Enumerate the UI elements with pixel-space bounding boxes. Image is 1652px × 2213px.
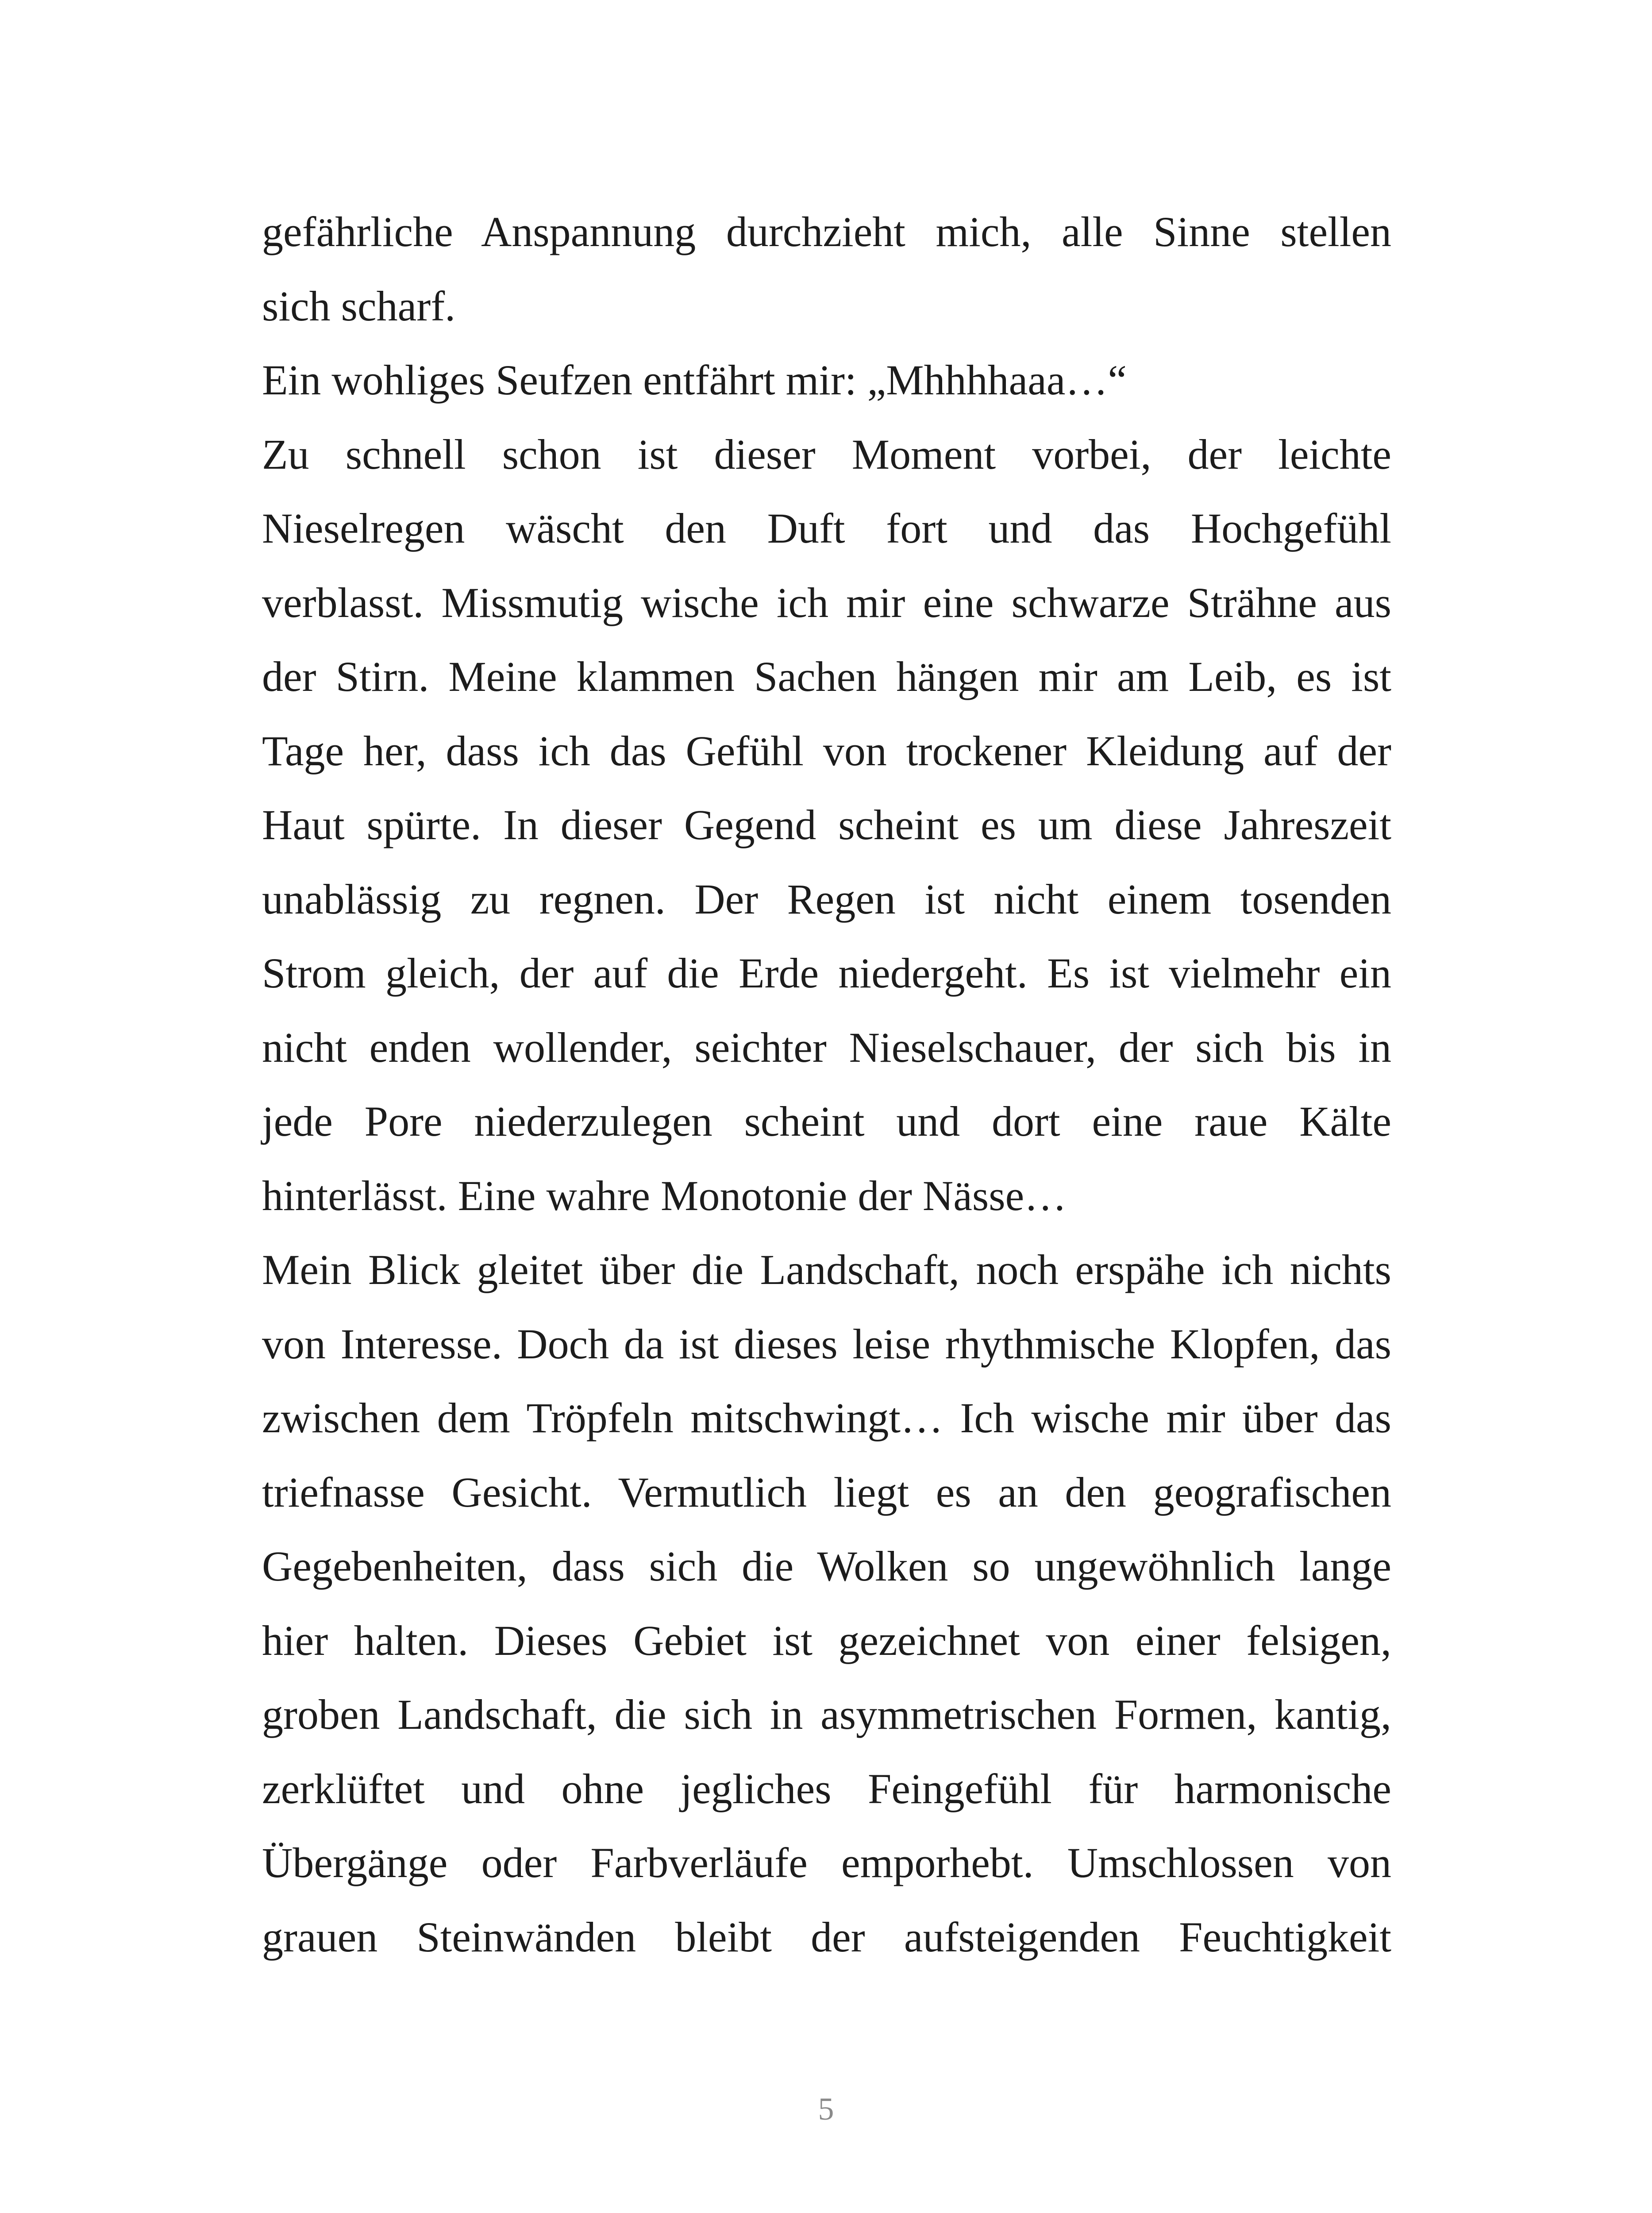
page-number: 5 bbox=[818, 2091, 834, 2127]
text-line: Haut spürte. In dieser Gegend scheint es um diese Jahreszeit bbox=[262, 801, 1391, 848]
text-line: zwischen dem Tröpfeln mitschwingt… Ich wische mir über das bbox=[262, 1394, 1391, 1442]
text-line: Mein Blick gleitet über die Landschaft, noch erspähe ich nichts bbox=[262, 1246, 1391, 1293]
text-line: Strom gleich, der auf die Erde niedergeht. Es ist vielmehr ein bbox=[262, 949, 1391, 997]
text-line: Nieselregen wäscht den Duft fort und das Hochgefühl bbox=[262, 505, 1391, 552]
text-line: gefährliche Anspannung durchzieht mich, alle Sinne stellen bbox=[262, 208, 1391, 255]
text-line: grauen Steinwänden bleibt der aufsteigenden Feuchtigkeit bbox=[262, 1913, 1391, 1961]
text-line: hinterlässt. Eine wahre Monotonie der Nässe… bbox=[262, 1172, 1067, 1219]
text-line: jede Pore niederzulegen scheint und dort eine raue Kälte bbox=[262, 1098, 1391, 1145]
text-line: verblasst. Missmutig wische ich mir eine schwarze Strähne aus bbox=[262, 578, 1391, 626]
text-line: Ein wohliges Seufzen entfährt mir: „Mhhhhaaa…“ bbox=[262, 356, 1127, 404]
text-line: nicht enden wollender, seichter Nieselschauer, der sich bis in bbox=[262, 1023, 1391, 1071]
text-line: unablässig zu regnen. Der Regen ist nicht einem tosenden bbox=[262, 875, 1391, 923]
text-line: zerklüftet und ohne jegliches Feingefühl für harmonische bbox=[262, 1765, 1391, 1812]
text-line: sich scharf. bbox=[262, 282, 456, 330]
text-line: von Interesse. Doch da ist dieses leise rhythmische Klopfen, das bbox=[262, 1320, 1391, 1368]
text-line: triefnasse Gesicht. Vermutlich liegt es an den geografischen bbox=[262, 1468, 1391, 1516]
text-line: Gegebenheiten, dass sich die Wolken so ungewöhnlich lange bbox=[262, 1542, 1391, 1590]
text-line: Tage her, dass ich das Gefühl von trockener Kleidung auf der bbox=[262, 727, 1391, 775]
text-line: Übergänge oder Farbverläufe emporhebt. Umschlossen von bbox=[262, 1839, 1391, 1886]
body-text bbox=[262, 195, 1391, 1974]
text-line: der Stirn. Meine klammen Sachen hängen mir am Leib, es ist bbox=[262, 653, 1391, 700]
text-line: Zu schnell schon ist dieser Moment vorbei, der leichte bbox=[262, 430, 1391, 478]
text-line: groben Landschaft, die sich in asymmetrischen Formen, kantig, bbox=[262, 1691, 1391, 1738]
text-line: hier halten. Dieses Gebiet ist gezeichnet von einer felsigen, bbox=[262, 1616, 1391, 1664]
